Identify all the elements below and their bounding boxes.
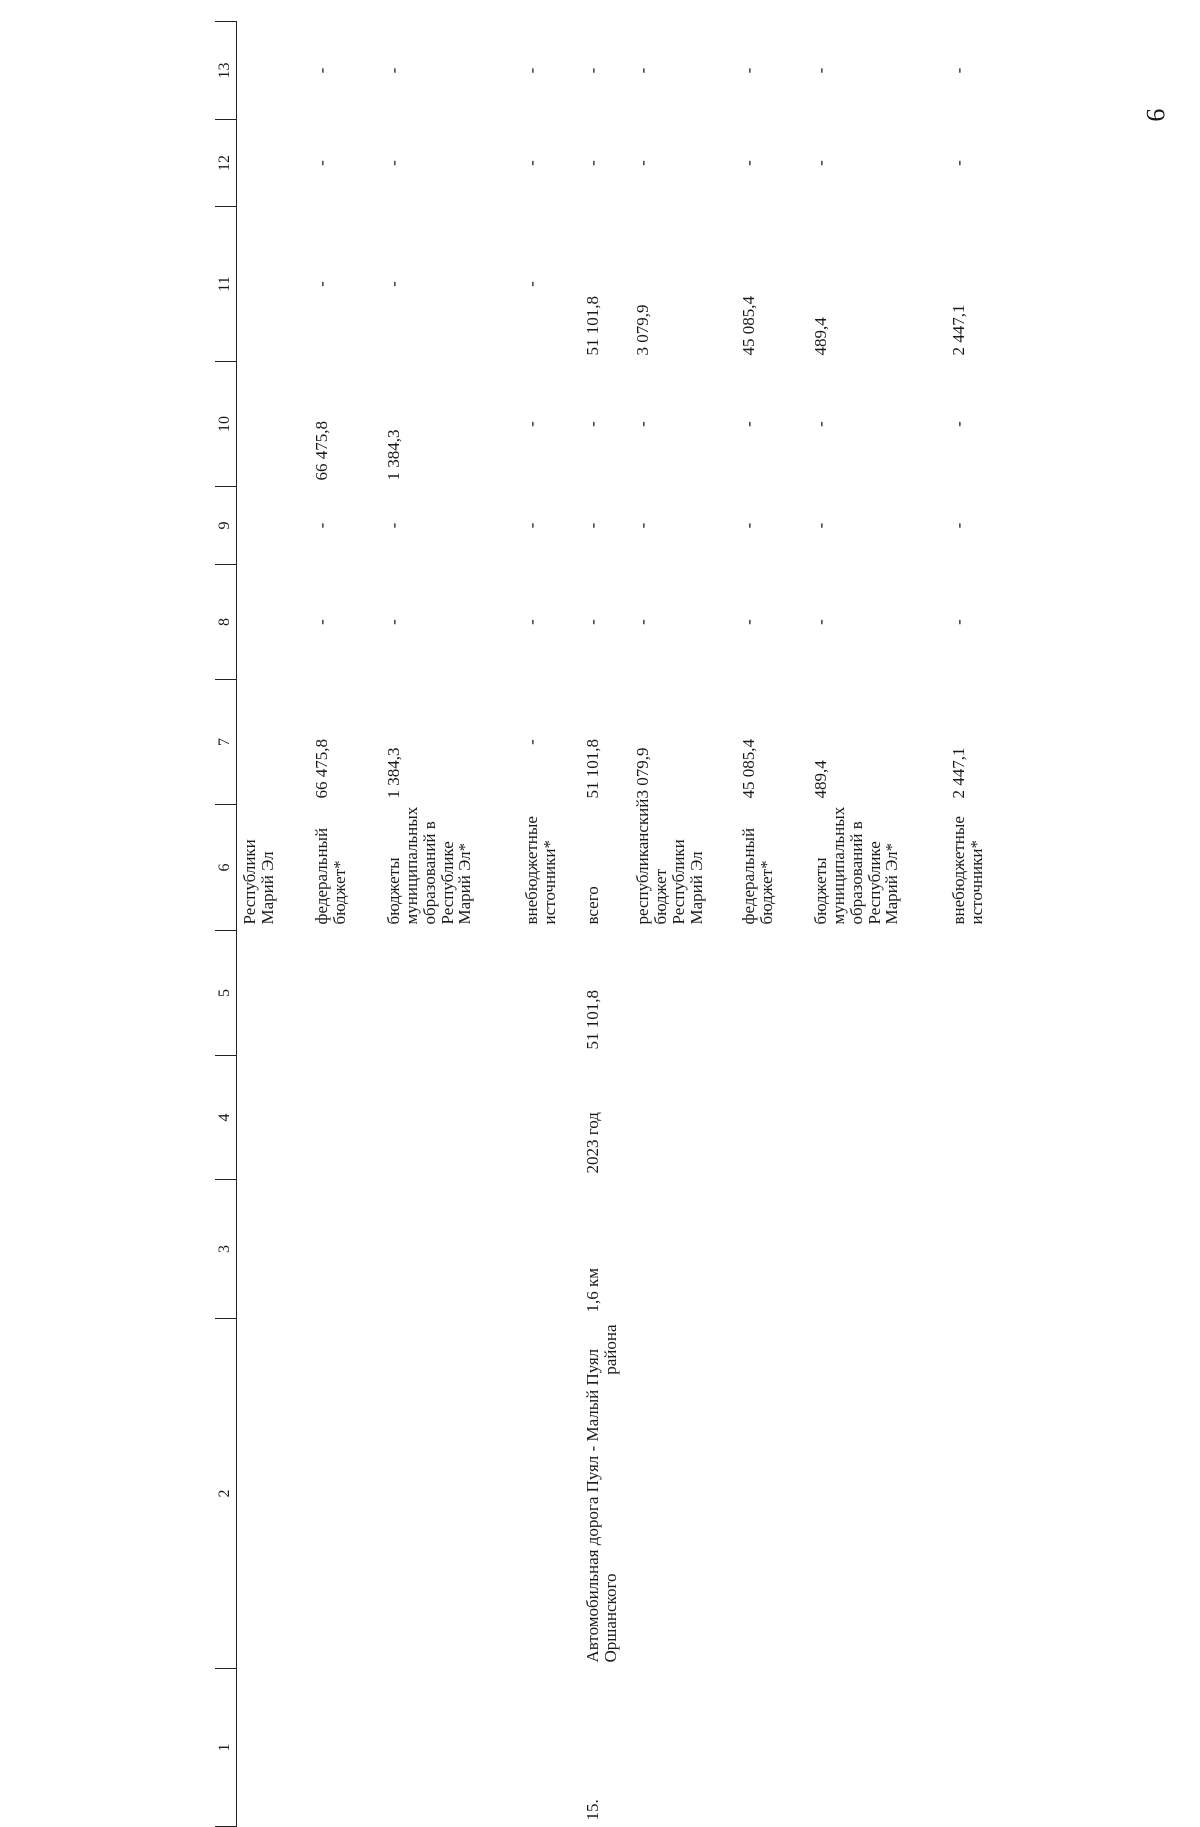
value-cell: 45 085,4 (739, 739, 758, 799)
funding-source-cell: всего (583, 886, 602, 925)
column-header: 10 (215, 362, 237, 487)
value-cell: 3 079,9 (633, 304, 652, 356)
column-header: 7 (215, 680, 237, 805)
table-row (808, 22, 946, 1827)
value-cell: - (583, 421, 602, 427)
column-number-header-row (215, 22, 237, 1827)
page-number: 9 (1141, 108, 1170, 122)
value-cell: 51 101,8 (583, 739, 602, 799)
value-cell: - (739, 421, 758, 427)
value-cell: - (949, 160, 968, 166)
table-row (630, 22, 736, 1827)
value-cell: - (739, 160, 758, 166)
column-header: 2 (215, 1319, 237, 1669)
column-header: 11 (215, 207, 237, 362)
value-cell: - (384, 67, 403, 74)
table-row (237, 22, 310, 1827)
value-cell: - (739, 619, 758, 625)
value-cell: - (949, 522, 968, 529)
value-cell: - (633, 67, 652, 74)
value-cell: - (312, 522, 331, 529)
road-length-cell: 1,6 км (583, 1267, 602, 1313)
value-cell: - (949, 619, 968, 625)
value-cell: - (633, 522, 652, 529)
construction-year-cell: 2023 год (583, 1112, 602, 1174)
value-cell: - (312, 281, 331, 287)
value-cell: - (312, 160, 331, 166)
value-cell: - (384, 522, 403, 529)
funding-source-cell: федеральный бюджет* (739, 827, 776, 925)
value-cell: 51 101,8 (583, 296, 602, 356)
table-row (736, 22, 808, 1827)
column-header: 9 (215, 487, 237, 565)
value-cell: 1 384,3 (384, 747, 403, 799)
value-cell: - (739, 522, 758, 529)
value-cell: - (811, 619, 830, 625)
table-row (946, 22, 1004, 1827)
value-cell: - (583, 67, 602, 74)
value-cell: - (583, 619, 602, 625)
value-cell: - (633, 421, 652, 427)
funding-source-cell: бюджеты муниципальных образований в Республике Марий Эл* (811, 806, 902, 925)
table-row (519, 22, 580, 1827)
funding-source-cell: Республики Марий Эл (240, 839, 277, 925)
funding-source-cell: внебюджетные источники* (522, 816, 559, 925)
value-cell: - (811, 421, 830, 427)
value-cell: - (384, 160, 403, 166)
column-header: 12 (215, 120, 237, 207)
value-cell: 66 475,8 (312, 421, 331, 481)
value-cell: 66 475,8 (312, 739, 331, 799)
column-header: 3 (215, 1180, 237, 1319)
value-cell: - (583, 160, 602, 166)
column-header: 5 (215, 931, 237, 1056)
value-cell: - (522, 67, 541, 74)
table-row (580, 22, 630, 1827)
table-row (309, 22, 381, 1827)
value-cell: 2 447,1 (949, 747, 968, 799)
rotated-table-container (215, 62, 1015, 1827)
value-cell: 45 085,4 (739, 296, 758, 356)
value-cell: 1 384,3 (384, 429, 403, 481)
column-header: 8 (215, 565, 237, 680)
total-cost-cell: 51 101,8 (583, 990, 602, 1050)
value-cell: - (384, 281, 403, 287)
value-cell: - (522, 522, 541, 529)
column-header: 4 (215, 1056, 237, 1180)
value-cell: - (949, 67, 968, 74)
value-cell: - (949, 421, 968, 427)
value-cell: - (522, 739, 541, 745)
column-header: 6 (215, 805, 237, 931)
value-cell: - (739, 67, 758, 74)
column-header: 13 (215, 22, 237, 120)
funding-source-cell: республиканский бюджет Республики Марий Эл (633, 798, 706, 925)
item-number-cell: 15. (583, 1799, 602, 1821)
value-cell: - (384, 619, 403, 625)
road-name-cell: Автомобильная дорога Пуял - Малый Пуял Оршанского района (583, 1324, 620, 1663)
value-cell: - (811, 67, 830, 74)
value-cell: 2 447,1 (949, 304, 968, 356)
value-cell: - (811, 160, 830, 166)
value-cell: - (583, 522, 602, 529)
value-cell: - (633, 619, 652, 625)
value-cell: - (811, 522, 830, 529)
value-cell: - (312, 619, 331, 625)
table-row (381, 22, 519, 1827)
funding-source-cell: бюджеты муниципальных образований в Республике Марий Эл* (384, 806, 475, 925)
value-cell: 489,4 (811, 317, 830, 356)
value-cell: - (522, 619, 541, 625)
value-cell: - (312, 67, 331, 74)
value-cell: - (522, 281, 541, 287)
funding-source-cell: федеральный бюджет* (312, 827, 349, 925)
column-header: 1 (215, 1669, 237, 1827)
financing-table (215, 21, 1004, 1827)
value-cell: - (633, 160, 652, 166)
value-cell: 3 079,9 (633, 747, 652, 799)
value-cell: - (522, 160, 541, 166)
funding-source-cell: внебюджетные источники* (949, 816, 986, 925)
value-cell: - (522, 421, 541, 427)
value-cell: 489,4 (811, 760, 830, 799)
